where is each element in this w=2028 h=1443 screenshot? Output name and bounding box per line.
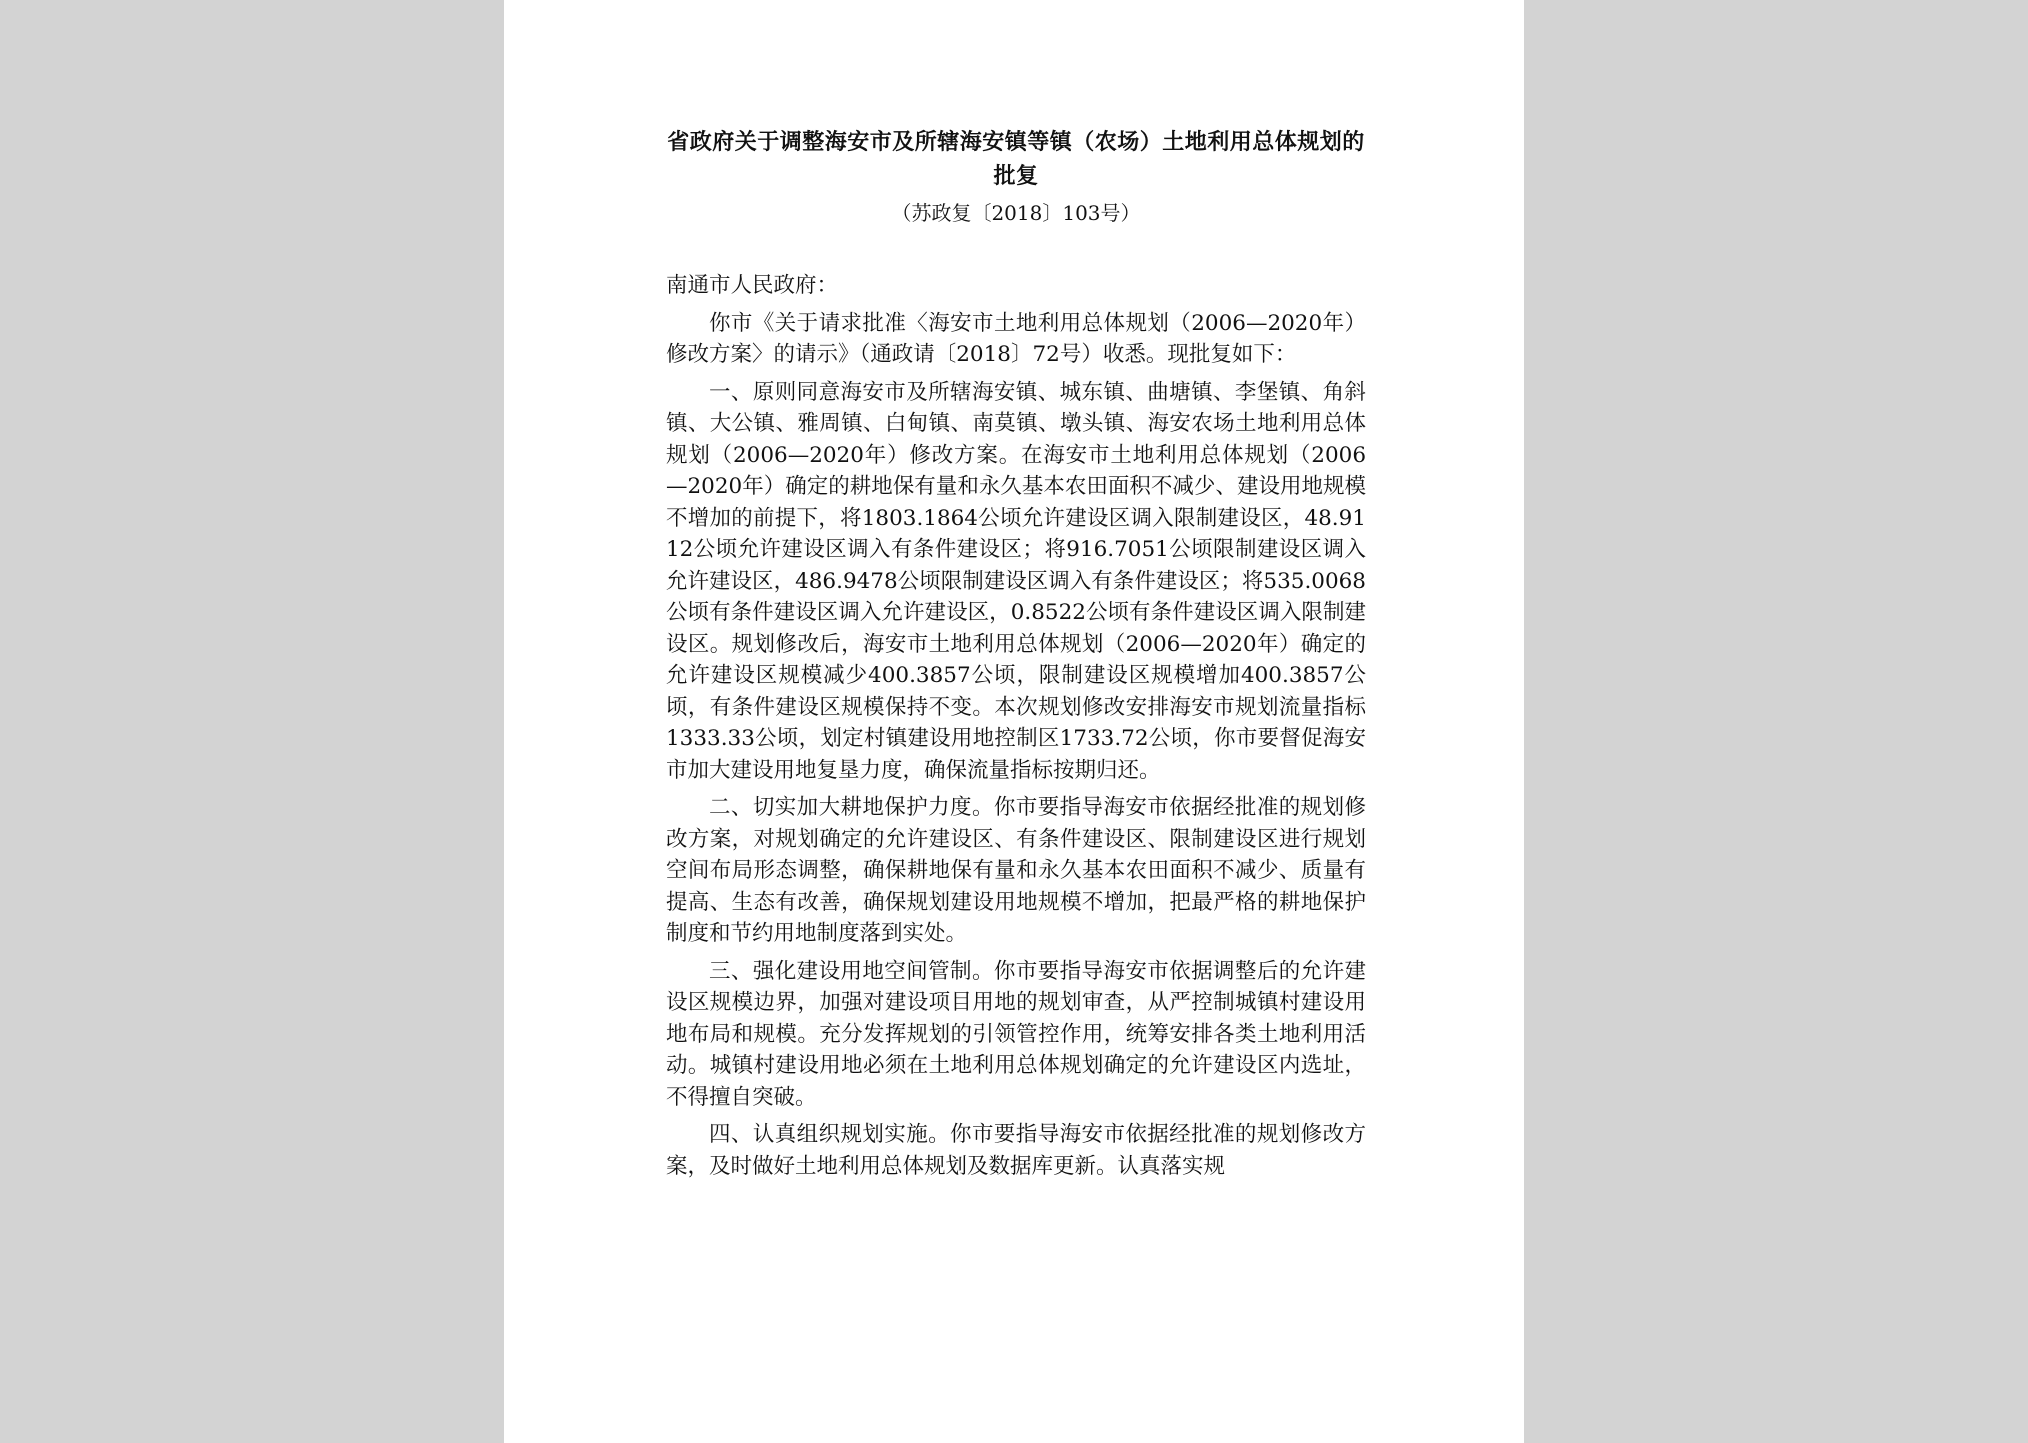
paragraph-intro: 你市《关于请求批准〈海安市土地利用总体规划（2006—2020年）修改方案〉的请示》（通政请〔2018〕72号）收悉。现批复如下： [666, 310, 1366, 367]
paragraph-item-1: 一、原则同意海安市及所辖海安镇、城东镇、曲塘镇、李堡镇、角斜镇、大公镇、雅周镇、白甸镇、南莫镇、墩头镇、海安农场土地利用总体规划（2006—2020年）修改方案。在海安市土地利用总体规划（2006—2020年）确定的耕地保有量和永久基本农田面积不减少、建设用地规模不增加的前提下，将1803.1864公顷允许建设区调入限制建设区，48.9112公顷允许建设区调入有条件建设区；将916.7051公顷限制建设区调入允许建设区，486.9478公顷限制建设区调入有条件建设区；将535.0068公顷有条件建设区调入允许建设区，0.8522公顷有条件建设区调入限制建设区。规划修改后，海安市土地利用总体规划（2006—2020年）确定的允许建设区规模减少400.3857公顷，限制建设区规模增加400.3857公顷，有条件建设区规模保持不变。本次规划修改安排海安市规划流量指标1333.33公顷，划定村镇建设用地控制区1733.72公顷，你市要督促海安市加大建设用地复垦力度，确保流量指标按期归还。 [666, 379, 1366, 783]
paragraph-item-3: 三、强化建设用地空间管制。你市要指导海安市依据调整后的允许建设区规模边界，加强对建设项目用地的规划审查，从严控制城镇村建设用地布局和规模。充分发挥规划的引领管控作用，统筹安排各类土地利用活动。城镇村建设用地必须在土地利用总体规划确定的允许建设区内选址，不得擅自突破。 [666, 958, 1366, 1110]
paragraph-item-2: 二、切实加大耕地保护力度。你市要指导海安市依据经批准的规划修改方案，对规划确定的允许建设区、有条件建设区、限制建设区进行规划空间布局形态调整，确保耕地保有量和永久基本农田面积不减少、质量有提高、生态有改善，确保规划建设用地规模不增加，把最严格的耕地保护制度和节约用地制度落到实处。 [666, 795, 1366, 946]
document-title: 省政府关于调整海安市及所辖海安镇等镇（农场）土地利用总体规划的批复 [667, 130, 1365, 189]
paragraph-item-4: 四、认真组织规划实施。你市要指导海安市依据经批准的规划修改方案，及时做好土地利用总体规划及数据库更新。认真落实规 [666, 1122, 1366, 1179]
document-body [666, 126, 1366, 1188]
document-number: （苏政复〔2018〕103号） [891, 201, 1141, 225]
document-page [504, 0, 1524, 1443]
addressee: 南通市人民政府： [666, 273, 839, 298]
